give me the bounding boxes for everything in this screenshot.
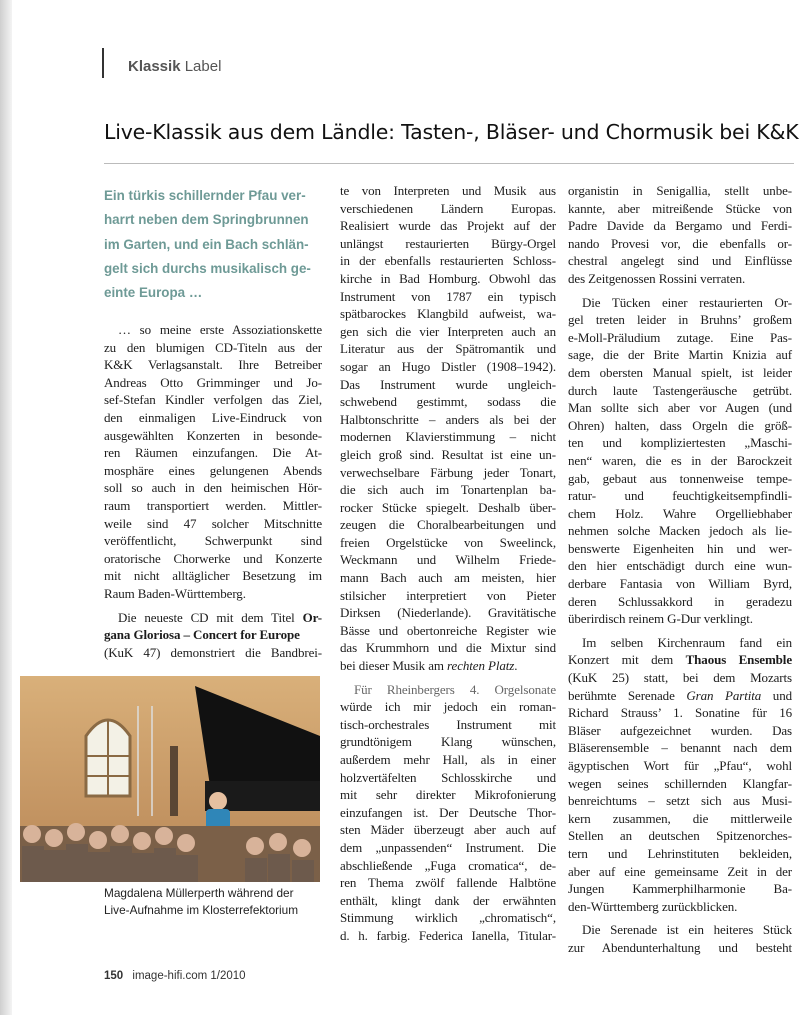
body-line: Stimmung wirklich „chromatisch“, (340, 910, 556, 926)
body-line: Man sollte sich aber vor Augen (und (568, 400, 792, 416)
body-line: sogar an Hugo Distler (1908–1942). (340, 358, 556, 374)
body-line: e-Moll-Präludium zutage. Eine Pas- (568, 329, 792, 345)
body-line: aber auf eine gemeinsame Zeit in der (568, 863, 792, 879)
body-line: zur Abendunterhaltung und besteht (568, 939, 792, 955)
article-title: Live-Klassik aus dem Ländle: Tasten-, Bläser- und Chormusik bei K&K (104, 120, 799, 144)
body-line: gab, gebaut aus tonnenweise tempe- (568, 470, 792, 486)
body-line: verschiedenen Ländern Europas. (340, 200, 556, 216)
body-line: holzvertäfelten Schlosskirche und (340, 769, 556, 785)
text-column-3 (568, 182, 792, 957)
body-text: und (761, 687, 793, 703)
body-line: oratorische Chorwerke und Konzerte (104, 550, 322, 566)
title-rule (104, 163, 794, 164)
section-header (128, 58, 221, 75)
body-line: sef-Stefan Kindler verfolgen das Ziel, (104, 392, 322, 408)
concert-photo (20, 676, 320, 882)
body-line: Bässe und obertonreiche Register wie (340, 622, 556, 638)
body-line: Realisiert wurde das Projekt auf der (340, 218, 556, 234)
body-line: benreichtums – setzt sich aus Musi- (568, 793, 792, 809)
body-line: Halbtonschritte – anders als bei der (340, 411, 556, 427)
body-line: Instrument von 1787 ein typisch (340, 288, 556, 304)
body-line: Bläserensemble – benannt nach dem (568, 740, 792, 756)
photo-caption (104, 885, 324, 919)
body-line: durch laute Tastengeräusche getrübt. (568, 382, 792, 398)
body-line: Andreas Otto Grimminger und Jo- (104, 374, 322, 390)
body-line: freien Orgelstücke von Sweelinck, (340, 534, 556, 550)
body-line: Weckmann und Wilhelm Friede- (340, 552, 556, 568)
body-line: in der ebenfalls restaurierten Schloss- (340, 253, 556, 269)
lead-line: gelt sich durchs musikalisch ge- (104, 260, 311, 276)
body-line: d. h. farbig. Federica Ianella, Titular- (340, 927, 556, 943)
body-line: ten und kompliziertesten „Maschi- (568, 435, 792, 451)
body-text: Konzert mit dem (568, 652, 686, 668)
body-line: Im selben Kirchenraum fand ein (582, 634, 792, 650)
body-line: raum transportiert werden. Mittler- (104, 497, 322, 513)
body-line: Literatur aus der Spätromantik und (340, 341, 556, 357)
section-marker (102, 48, 104, 78)
page-number: 150 (104, 970, 124, 982)
body-text: bei dieser Musik am (340, 658, 448, 674)
body-line: deren Schlussakkord in geradezu (568, 593, 792, 609)
body-line: einzufangen ist. Der Deutsche Thor- (340, 804, 556, 820)
body-line: wegen seines schillernden Klangfar- (568, 775, 792, 791)
body-line: den hier entschädigt durch eine wun- (568, 558, 792, 574)
body-line: stilsicher interpretiert von Pieter (340, 587, 556, 603)
body-line: rocker Stücke spiegelt. Deshalb über- (340, 499, 556, 515)
body-line: überirdisch reinem G-Dur verklingt. (568, 611, 753, 627)
body-line: (KuK 47) demonstriert die Bandbrei- (104, 644, 322, 660)
body-line: schwebend gestimmt, sodass die (340, 394, 556, 410)
body-line: kern zusammen, die mittlerweile (568, 810, 792, 826)
caption-line: Magdalena Müllerperth während der (104, 886, 294, 900)
body-line: Das Instrument wurde ungleich- (340, 376, 556, 392)
body-line: te von Interpreten und Musik aus (340, 183, 556, 198)
body-line: die sich auch im Tonartenplan ba- (340, 482, 556, 498)
body-line: mit sehr direkter Mikrofonierung (340, 787, 556, 803)
ensemble-name: Thaous Ensemble (685, 652, 792, 668)
body-italic: Gran Partita (686, 687, 762, 703)
body-line: (KuK 25) statt, bei dem Mozarts (568, 670, 792, 686)
body-line: gleich groß sind. Resultat ist eine un- (340, 446, 556, 462)
body-line: sten Mäder überzeugt aber auch auf (340, 822, 556, 838)
body-line: Die Serenade ist ein heiteres Stück (582, 922, 792, 938)
body-line: chem Holz. Wahre Orgelliebhaber (568, 505, 792, 521)
body-line: grundtönigem Klang wünschen, (340, 734, 556, 750)
page-footer (104, 970, 246, 982)
body-line: den einmaligen Live-Eindruck von (104, 409, 322, 425)
body-line (340, 657, 556, 675)
body-line: kirche in Bad Homburg. Obwohl das (340, 270, 556, 286)
body-line: verwechselbare Färbung jeder Tonart, (340, 464, 556, 480)
body-line: Padre Davide da Bergamo und Ferdi- (568, 218, 792, 234)
body-line: Bläser aufgezeichnet wurden. Das (568, 722, 792, 738)
body-line: sage, die der Brite Martin Knizia auf (568, 347, 792, 363)
body-text: . (514, 658, 518, 674)
body-line: Ohren) halten, dass Orgeln die größ- (568, 417, 792, 433)
article-lead (104, 184, 324, 305)
section-rubric: Klassik (128, 58, 181, 75)
body-line: benswerte Eigenheiten hin und wer- (568, 540, 792, 556)
body-italic: rechten Platz (447, 658, 515, 674)
cd-title: gana Gloriosa – Concert for Europe (104, 627, 300, 643)
body-line: nen“ waren, die es in der Barockzeit (568, 452, 792, 468)
body-line: mann Bach auch am meisten, hier (340, 570, 556, 586)
body-line: gen sich die vier Interpreten auch an (340, 323, 556, 339)
body-line: enthält, klingt dank der erwähnten (340, 892, 556, 908)
body-line: Die Tücken einer restaurierten Or- (582, 294, 792, 310)
body-line: nehmen solche Macken jedoch als lie- (568, 523, 792, 539)
page-edge (0, 0, 12, 1015)
concert-photo-image (20, 676, 320, 882)
body-line: Stellen an deutschen Spitzenorches- (568, 828, 792, 844)
text-column-2 (340, 182, 556, 945)
body-line: den-Württemberg zurückblicken. (568, 898, 738, 914)
body-line: ren Räumen einzufangen. Die At- (104, 445, 322, 461)
body-line (104, 609, 322, 627)
body-line: Raum Baden-Württemberg. (104, 585, 246, 601)
body-line: gel treten leider in Bruhns’ großem (568, 312, 792, 328)
body-line: mit nicht alltäglicher Besetzung im (104, 568, 322, 584)
body-text: Die neueste CD mit dem Titel (118, 609, 303, 625)
body-line: zu den blumigen CD-Titeln aus der (104, 339, 322, 355)
body-line: K&K Verlagsanstalt. Ihre Betreiber (104, 357, 322, 373)
body-line: Für Rheinbergers 4. Orgelsonate (354, 681, 556, 697)
body-line: ausgewählten Konzerten in besonde- (104, 427, 322, 443)
body-line: ägyptischen Wort für „Pfau“, wohl (568, 758, 792, 773)
cd-title: Or- (302, 609, 322, 625)
body-line: außerdem mehr Hall, als in einer (340, 752, 556, 767)
body-line: tisch-orchestrales Instrument mit (340, 716, 556, 732)
body-line: weile sind 47 solcher Mitschnitte (104, 515, 322, 531)
body-line: ratur- und feuchtigkeitsempfindli- (568, 488, 792, 504)
body-text: berühmte Serenade (568, 687, 687, 703)
body-line: derbare Fantasia von William Byrd, (568, 576, 792, 592)
publication-info: image-hifi.com 1/2010 (132, 970, 246, 982)
body-line: das Krummhorn und die Mixtur sind (340, 640, 556, 656)
body-line (104, 626, 322, 644)
body-line: des Zeitgenossen Rossini verraten. (568, 270, 746, 286)
body-line: mosphäre eines gelungenen Abends (104, 462, 322, 478)
body-line: spätbarockes Klangbild aufweist, wa- (340, 306, 556, 322)
body-line: dem obersten Manual spielt, ist leider (568, 364, 792, 380)
body-line: Richard Strauss’ 1. Sonatine für 16 (568, 705, 792, 721)
body-line: würde ich mir jedoch ein roman- (340, 699, 556, 715)
body-line: Jungen Kammerphilharmonie Ba- (568, 881, 792, 897)
body-line (568, 651, 792, 669)
lead-line: einte Europa … (104, 285, 203, 301)
body-line: organistin in Senigallia, stellt unbe- (568, 183, 792, 198)
body-line: kannte, aber mitreißende Stücke von (568, 200, 792, 216)
body-line: abschließende „Fuga cromatica“, de- (340, 857, 556, 873)
caption-line: Live-Aufnahme im Klosterrefektorium (104, 903, 299, 917)
body-line: tern und Lehrinstituten bekleiden, (568, 845, 792, 861)
body-line: modernen Klavierstimmung – nicht (340, 429, 556, 445)
body-line: ren Thema zwölf fallende Halbtöne (340, 875, 556, 891)
body-line: zeugen die Choralbearbeitungen und (340, 517, 556, 533)
lead-line: im Garten, und ein Bach schlän- (104, 236, 309, 252)
body-line: … so meine erste Assoziationskette (118, 322, 322, 337)
lead-line: Ein türkis schillernder Pfau ver- (104, 188, 306, 203)
body-line: Dirksen (Niederlande). Gravitätische (340, 605, 556, 621)
body-line: nando Provesi vor, die ebenfalls or- (568, 235, 792, 251)
body-line: dem „unpassenden“ Instrument. Die (340, 839, 556, 855)
body-line (568, 687, 792, 705)
body-line: chestral angelegt sind und Einflüsse (568, 253, 792, 269)
section-subrubric: Label (184, 58, 222, 75)
body-line: veröffentlicht, Schwerpunkt sind (104, 533, 322, 549)
text-column-1 (104, 321, 322, 661)
lead-line: harrt neben dem Springbrunnen (104, 212, 309, 228)
body-line: soll so auch in den heimischen Hör- (104, 480, 322, 496)
body-line: unlängst restaurierten Bürgy-Orgel (340, 235, 556, 251)
